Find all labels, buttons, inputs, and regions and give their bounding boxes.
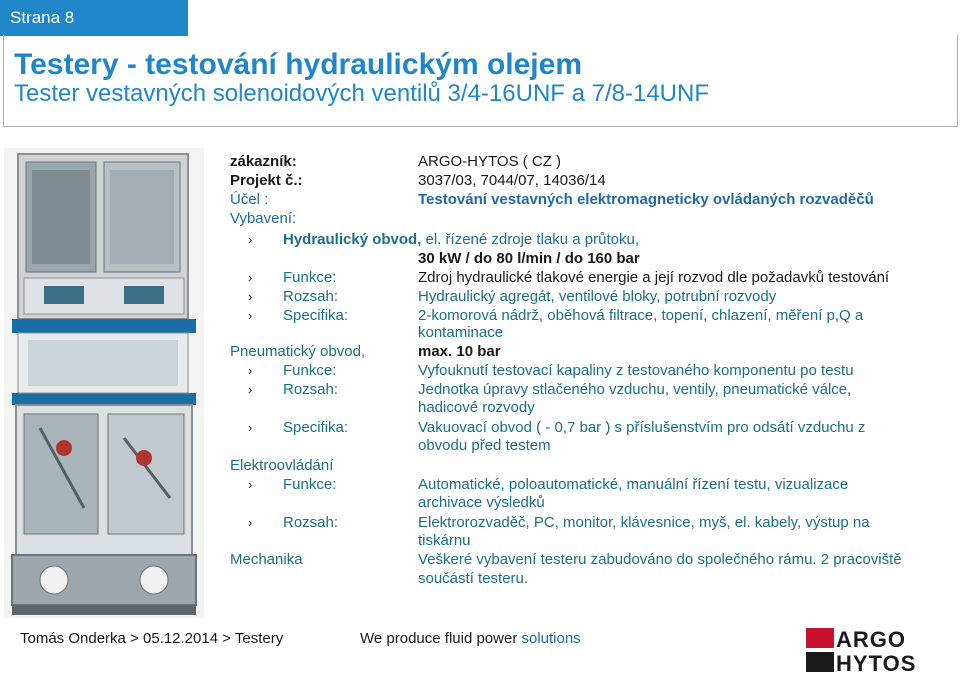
equipment-label: Vybavení:	[230, 210, 297, 227]
chevron-right-icon: ›	[248, 308, 253, 323]
hydraulic-label-suffix: el. řízené zdroje tlaku a průtoku,	[421, 231, 639, 248]
electro-label: Elektroovládání	[230, 457, 334, 474]
hydraulic-specs: 30 kW / do 80 l/min / do 160 bar	[418, 250, 640, 267]
logo-line2: HYTOS	[836, 651, 917, 674]
chevron-right-icon: ›	[248, 289, 253, 304]
hydraulic-scope-label: Rozsah:	[283, 288, 339, 305]
chevron-right-icon: ›	[248, 363, 253, 378]
slide-title: Testery - testování hydraulickým olejem	[14, 48, 582, 81]
purpose-label: Účel :	[230, 191, 269, 208]
project-value: 3037/03, 7044/07, 14036/14	[418, 172, 606, 189]
pneumatic-function-value: Vyfouknutí testovací kapaliny z testovaného komponentu po testu	[418, 362, 854, 379]
purpose-value: Testování vestavných elektromagneticky ovládaných rozvaděčů	[418, 191, 874, 208]
hydraulic-bullet	[248, 230, 278, 249]
customer-value: ARGO-HYTOS ( CZ )	[418, 153, 562, 170]
slide-subtitle: Tester vestavných solenoidových ventilů 3/4-16UNF a 7/8-14UNF	[14, 80, 709, 107]
pneumatic-spec-value-1: Vakuovací obvod ( - 0,7 bar ) s příslušenstvím pro odsátí vzduchu z	[418, 419, 866, 436]
hydraulic-spec-label: Specifika:	[283, 307, 349, 324]
pneumatic-scope-value-2: hadicové rozvody	[418, 399, 535, 416]
hydraulic-function-value: Zdroj hydraulické tlakové energie a její rozvod dle požadavků testování	[418, 269, 890, 286]
hydraulic-function-label: Funkce:	[283, 269, 337, 286]
footer-slogan-suffix: solutions	[521, 630, 581, 647]
hydraulic-label: Hydraulický obvod,	[283, 231, 422, 248]
customer-label: zákazník:	[230, 153, 297, 170]
argo-hytos-logo	[806, 626, 956, 674]
electro-function-value-1: Automatické, poloautomatické, manuální řízení testu, vizualizace	[418, 476, 849, 493]
tester-machine-photo	[4, 148, 204, 618]
logo-line1: ARGO	[836, 627, 906, 652]
pneumatic-scope-value-1: Jednotka úpravy stlačeného vzduchu, ventily, pneumatické válce,	[418, 381, 852, 398]
footer-slogan-prefix: We produce fluid power	[360, 630, 522, 647]
project-label: Projekt č.:	[230, 172, 303, 189]
electro-function-value-2: archivace výsledků	[418, 494, 545, 511]
hydraulic-scope-value: Hydraulický agregát, ventilové bloky, potrubní rozvody	[418, 288, 777, 305]
mechanics-value-1: Veškeré vybavení testeru zabudováno do společného rámu. 2 pracoviště	[418, 551, 902, 568]
chevron-right-icon: ›	[248, 382, 253, 397]
pneumatic-label: Pneumatický obvod,	[230, 343, 366, 360]
pneumatic-spec-label: Specifika:	[283, 419, 349, 436]
page-number-tab: Strana 8	[0, 0, 188, 36]
pneumatic-specs: max. 10 bar	[418, 343, 501, 360]
electro-scope-value-1: Elektrorozvaděč, PC, monitor, klávesnice, myš, el. kabely, výstup na	[418, 514, 870, 531]
pneumatic-scope-label: Rozsah:	[283, 381, 339, 398]
pneumatic-function-label: Funkce:	[283, 362, 337, 379]
hydraulic-spec-value-2: kontaminace	[418, 324, 504, 341]
electro-function-label: Funkce:	[283, 476, 337, 493]
chevron-right-icon: ›	[248, 515, 253, 530]
hydraulic-spec-value-1: 2-komorová nádrž, oběhová filtrace, topení, chlazení, měření p,Q a	[418, 307, 864, 324]
chevron-right-icon: ›	[248, 420, 253, 435]
electro-scope-label: Rozsah:	[283, 514, 339, 531]
chevron-right-icon: ›	[248, 270, 253, 285]
electro-scope-value-2: tiskárnu	[418, 532, 471, 549]
chevron-right-icon: ›	[248, 477, 253, 492]
pneumatic-spec-value-2: obvodu před testem	[418, 437, 551, 454]
footer-slogan	[360, 630, 581, 647]
mechanics-value-2: součástí testeru.	[418, 570, 529, 587]
footer-author: Tomás Onderka > 05.12.2014 > Testery	[20, 630, 284, 647]
mechanics-label: Mechanika	[230, 551, 303, 568]
chevron-right-icon: ›	[248, 232, 253, 247]
